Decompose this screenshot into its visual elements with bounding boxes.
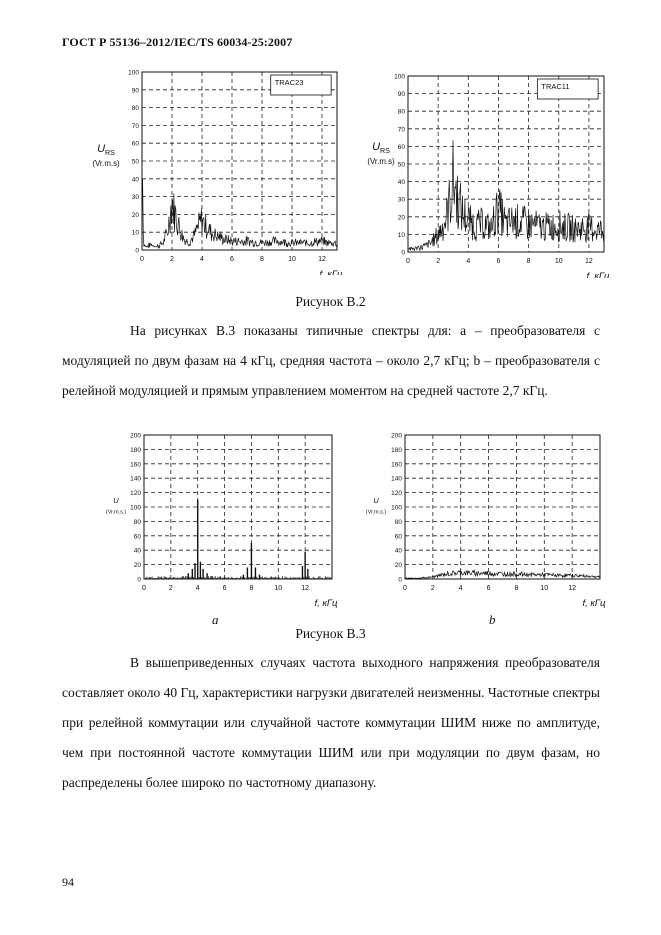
figure-b3-caption: Рисунок В.3	[295, 626, 366, 641]
x-tick-label: 4	[458, 585, 463, 592]
chart-b3-right	[340, 425, 615, 615]
y-tick-label: 80	[133, 518, 141, 526]
x-tick-label: 0	[403, 585, 407, 592]
y-axis-label: U	[113, 496, 119, 505]
y-tick-label: 180	[391, 446, 402, 454]
figure-b2-right	[354, 68, 624, 278]
y-tick-label: 80	[394, 518, 402, 526]
y-tick-label: 90	[397, 91, 405, 99]
y-axis-unit: (Vr.m.s)	[367, 157, 395, 166]
x-tick-label: 12	[585, 258, 593, 265]
page-number: 94	[62, 875, 74, 889]
spectrum-line	[142, 179, 337, 248]
x-tick-label: 10	[288, 256, 296, 263]
x-tick-label: 8	[260, 256, 264, 263]
x-tick-label: 0	[142, 585, 146, 592]
y-tick-label: 160	[130, 461, 141, 469]
y-tick-label: 180	[130, 446, 141, 454]
x-axis-label: f, кГц	[582, 598, 606, 609]
y-axis-label: U	[373, 496, 379, 505]
y-tick-label: 60	[133, 533, 141, 541]
legend-label: TRAC11	[541, 82, 570, 91]
x-tick-label: 4	[466, 258, 471, 265]
y-tick-label: 90	[131, 87, 139, 95]
y-tick-label: 20	[394, 562, 402, 570]
y-tick-label: 50	[397, 161, 405, 169]
x-tick-label: 10	[274, 585, 283, 592]
y-tick-label: 0	[401, 249, 405, 257]
figure-b3-right	[340, 425, 615, 615]
x-tick-label: 2	[170, 256, 174, 263]
x-tick-label: 8	[526, 258, 531, 265]
document-header: ГОСТ Р 55136–2012/IEC/TS 60034-25:2007	[62, 35, 293, 49]
x-axis-label: f, кГц	[319, 269, 343, 275]
y-axis-unit: (Vr.m.s.)	[105, 509, 127, 516]
y-axis-unit: (Vr.m.s.)	[365, 509, 387, 516]
x-axis-label: f, кГц	[314, 598, 338, 609]
x-axis-label: f, кГц	[586, 271, 610, 278]
y-axis-label: $U_{RS}$	[372, 141, 390, 155]
x-tick-label: 4	[200, 256, 204, 263]
y-tick-label: 40	[133, 547, 141, 555]
y-tick-label: 60	[394, 533, 402, 541]
paragraph-1	[62, 316, 600, 406]
y-tick-label: 40	[131, 176, 139, 184]
y-tick-label: 200	[130, 432, 141, 440]
chart-b3-left	[70, 425, 340, 615]
chart-b2-left	[62, 60, 352, 275]
figure-b3-left	[70, 425, 340, 615]
y-tick-label: 200	[391, 432, 402, 440]
paragraph-1-text: На рисунках В.3 показаны типичные спектры для: a – преобразователя с модуляцией по двум фазам на 4 кГц, средняя частота – около 2,7 кГц; b – преобразователя с релейной модуляцией и прямым управлением моментом на средней частоте 2,7 кГц.	[62, 323, 600, 398]
x-tick-label: 2	[430, 585, 435, 592]
chart-b2-right	[354, 68, 624, 278]
y-tick-label: 120	[130, 490, 141, 498]
y-axis-label: $U_{RS}$	[97, 143, 115, 157]
y-tick-label: 70	[131, 122, 139, 130]
x-tick-label: 8	[249, 585, 254, 592]
x-tick-label: 0	[140, 256, 144, 263]
y-tick-label: 10	[397, 231, 405, 239]
y-tick-label: 40	[394, 547, 402, 555]
y-tick-label: 20	[131, 211, 139, 219]
x-tick-label: 12	[568, 585, 577, 592]
y-tick-label: 0	[137, 576, 141, 584]
x-tick-label: 6	[486, 585, 491, 592]
y-tick-label: 140	[391, 475, 402, 483]
y-tick-label: 100	[391, 504, 402, 512]
y-tick-label: 100	[394, 73, 405, 81]
y-tick-label: 20	[133, 562, 141, 570]
y-tick-label: 30	[131, 194, 139, 202]
y-tick-label: 60	[131, 140, 139, 148]
x-tick-label: 12	[301, 585, 310, 592]
y-tick-label: 160	[391, 461, 402, 469]
sublabel-b: b	[489, 612, 496, 627]
sublabel-a: a	[212, 612, 219, 627]
y-tick-label: 100	[128, 69, 139, 77]
x-tick-label: 4	[195, 585, 200, 592]
x-tick-label: 12	[318, 256, 326, 263]
figure-b2-left	[62, 60, 352, 275]
x-tick-label: 0	[406, 258, 410, 265]
x-tick-label: 10	[540, 585, 549, 592]
y-tick-label: 120	[391, 490, 402, 498]
y-tick-label: 80	[397, 108, 405, 116]
paragraph-2-text: В вышеприведенных случаях частота выходного напряжения преобразователя составляет около 40 Гц, характеристики нагрузки двигателей неизменны. Частотные спектры при релейной коммутации или случайной частоте коммутации ШИМ ниже по амплитуде, чем при постоянной частоте коммутации ШИМ или при модуляции по двум фазам, но распределены более широко по частотному диапазону.	[62, 655, 600, 790]
y-tick-label: 30	[397, 196, 405, 204]
y-tick-label: 0	[135, 247, 139, 255]
y-tick-label: 40	[397, 179, 405, 187]
y-tick-label: 100	[130, 504, 141, 512]
figure-b2-caption: Рисунок В.2	[295, 294, 366, 309]
y-tick-label: 50	[131, 158, 139, 166]
y-tick-label: 10	[131, 229, 139, 237]
y-tick-label: 60	[397, 143, 405, 151]
x-tick-label: 8	[514, 585, 519, 592]
x-tick-label: 6	[496, 258, 501, 265]
spectrum-line	[408, 140, 604, 250]
y-tick-label: 20	[397, 214, 405, 222]
x-tick-label: 10	[554, 258, 563, 265]
x-tick-label: 6	[230, 256, 234, 263]
x-tick-label: 6	[222, 585, 227, 592]
x-tick-label: 2	[436, 258, 441, 265]
spectrum-line	[405, 570, 599, 578]
paragraph-2	[62, 648, 600, 798]
y-axis-unit: (Vr.m.s)	[92, 159, 120, 168]
y-tick-label: 140	[130, 475, 141, 483]
x-tick-label: 2	[168, 585, 173, 592]
y-tick-label: 70	[397, 126, 405, 134]
y-tick-label: 80	[131, 105, 139, 113]
legend-label: TRAC23	[274, 78, 304, 87]
y-tick-label: 0	[398, 576, 402, 584]
